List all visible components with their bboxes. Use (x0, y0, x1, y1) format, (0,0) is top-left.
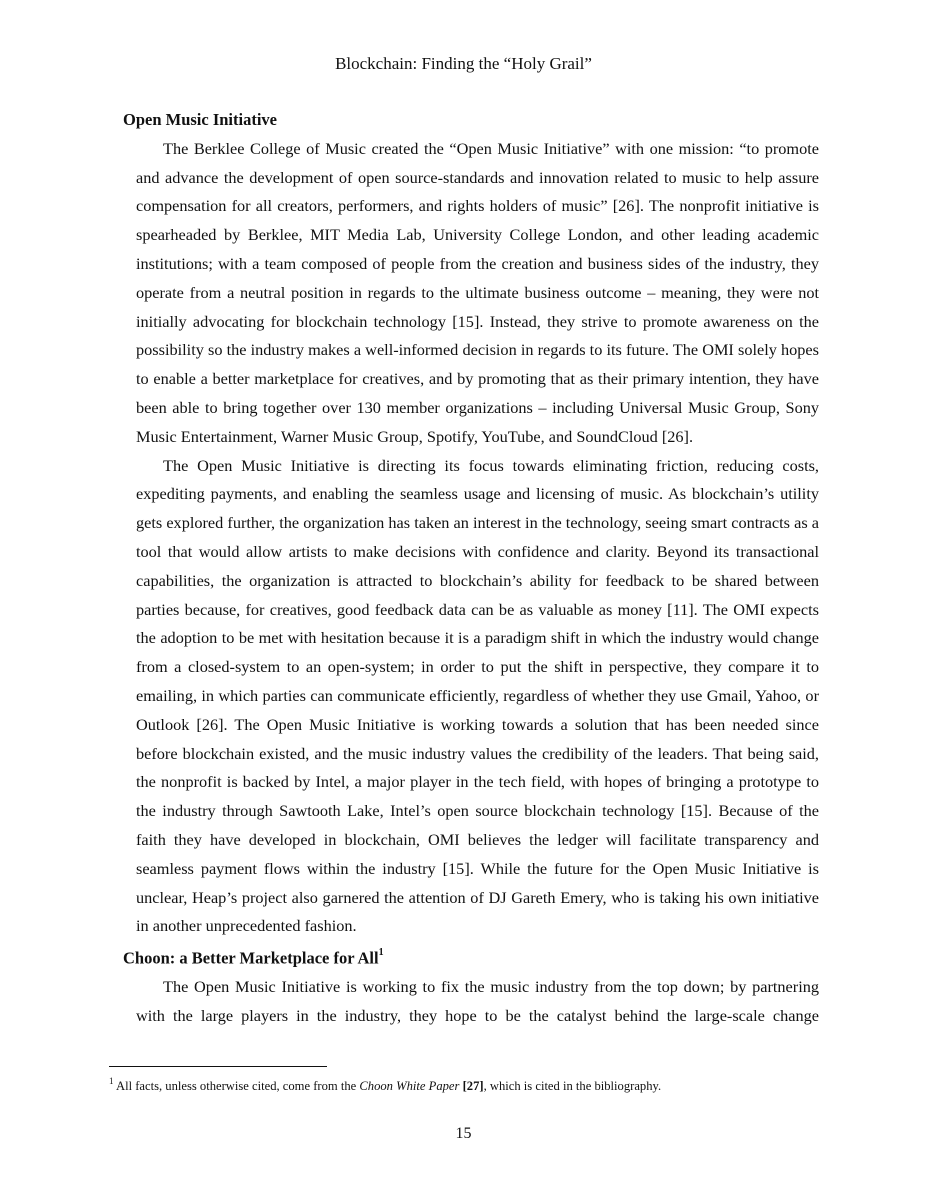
running-header: Blockchain: Finding the “Holy Grail” (335, 54, 592, 73)
footnote-marker[interactable]: 1 (378, 947, 384, 959)
section-heading-choon (123, 941, 819, 973)
paragraph: The Open Music Initiative is directing its focus towards eliminating friction, reducing costs, expediting payments, and enabling the seamless usage and licensing of music. As blockchain’s utility gets explored further, the organization has taken an interest in the technology, seeing smart contracts as a tool that would allow artists to make decisions with confidence and clarity. Beyond its transactional capabilities, the organization is attracted to blockchain’s ability for feedback to be shared between parties because, for creatives, good feedback data can be as valuable as money [11]. The OMI expects the adoption to be met with hesitation because it is a paradigm shift in which the industry would change from a closed-system to an open-system; in order to put the shift in perspective, they compare it to emailing, in which parties can communicate efficiently, regardless of whether they use Gmail, Yahoo, or Outlook [26]. The Open Music Initiative is working towards a solution that has been needed since before blockchain existed, and the music industry values the credibility of the leaders. That being said, the nonprofit is backed by Intel, a major player in the tech field, with hopes of bringing a prototype to the industry through Sawtooth Lake, Intel’s open source blockchain technology [15]. Because of the faith they have developed in blockchain, OMI believes the ledger will facilitate transparency and seamless payment flows within the industry [15]. While the future for the Open Music Initiative is unclear, Heap’s project also garnered the attention of DJ Gareth Emery, who is taking his own initiative in another unprecedented fashion. (136, 455, 819, 936)
section-heading-text: Choon: a Better Marketplace for All (123, 948, 379, 968)
footnote-citation[interactable]: [27] (462, 1079, 484, 1094)
footnote (109, 1073, 829, 1095)
footnote-text-after: , which is cited in the bibliography. (483, 1079, 662, 1094)
footnote-text-before: All facts, unless otherwise cited, come from the (115, 1079, 360, 1094)
footnote-source-title: Choon White Paper (359, 1079, 460, 1094)
page-body (123, 106, 819, 1031)
footnote-divider (109, 1066, 327, 1067)
section-heading-open-music-initiative: Open Music Initiative (123, 110, 278, 129)
paragraph: The Open Music Initiative is working to fix the music industry from the top down; by partnering with the large players in the industry, they hope to be the catalyst behind the large-scale change (136, 977, 819, 1026)
footnote-number: 1 (109, 1076, 114, 1086)
page-number: 15 (455, 1125, 472, 1142)
paragraph: The Berklee College of Music created the “Open Music Initiative” with one mission: “to promote and advance the development of open source-standards and innovation related to music to help assure compensation for all creators, performers, and rights holders of music” [26]. The nonprofit initiative is spearheaded by Berklee, MIT Media Lab, University College London, and other leading academic institutions; with a team composed of people from the creation and business sides of the industry, they operate from a neutral position in regards to the ultimate business outcome – meaning, they were not initially advocating for blockchain technology [15]. Instead, they strive to promote awareness on the possibility so the industry makes a well-informed decision in regards to its future. The OMI solely hopes to enable a better marketplace for creatives, and by promoting that as their primary intention, they have been able to bring together over 130 member organizations – including Universal Music Group, Sony Music Entertainment, Warner Music Group, Spotify, YouTube, and SoundCloud [26]. (136, 138, 819, 446)
